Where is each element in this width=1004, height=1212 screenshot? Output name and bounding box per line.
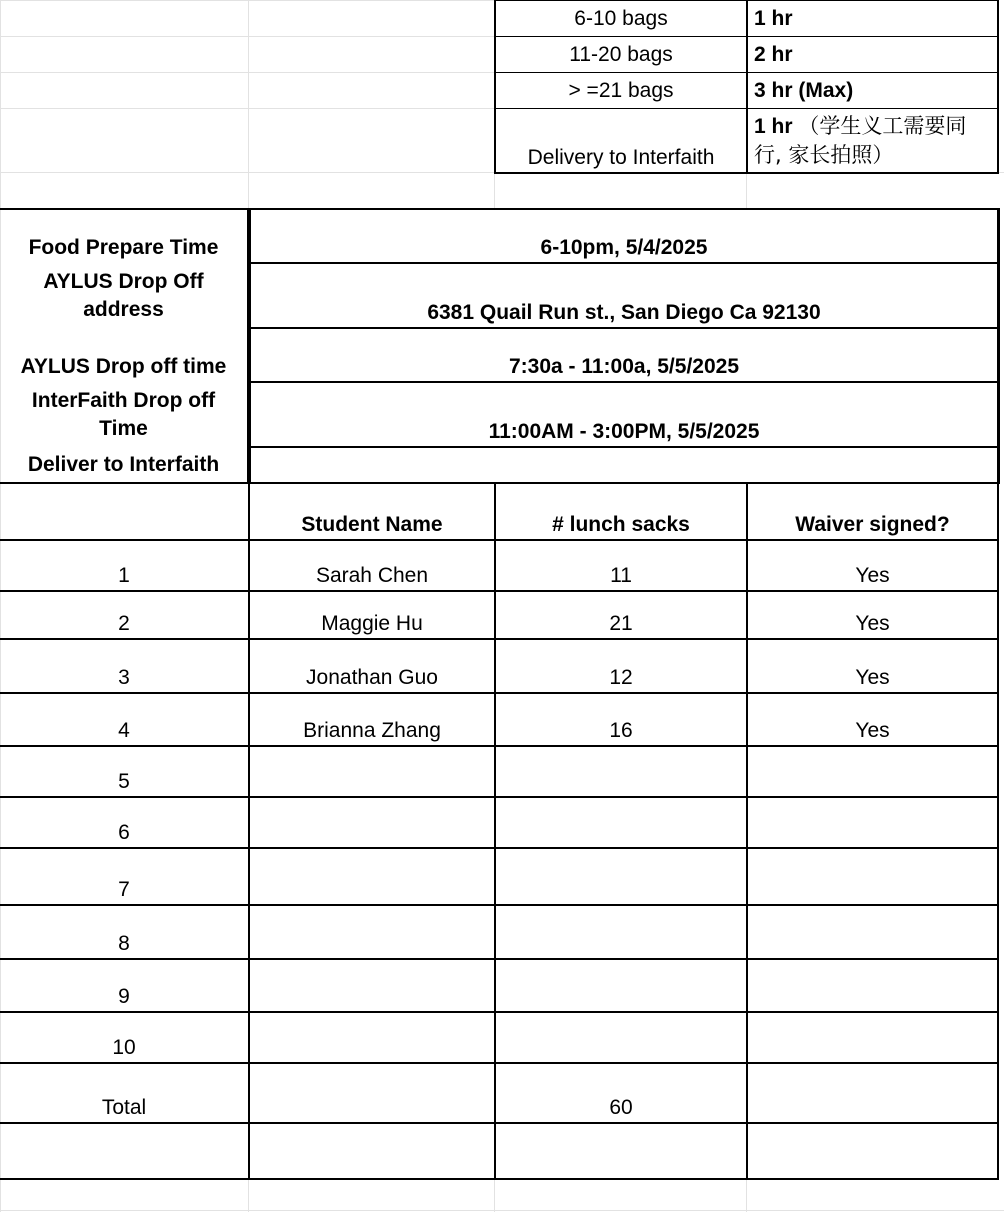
student-name-cell[interactable] [250,541,494,590]
empty-cell[interactable] [748,1124,997,1178]
row-index-cell[interactable] [0,849,248,904]
info-label: AYLUS Drop off time [20,355,227,378]
rate-range: Delivery to Interfaith [527,146,715,169]
info-value-cell[interactable] [251,264,997,327]
info-label: AYLUS Drop Off address [43,269,204,321]
row-index: 5 [118,770,130,793]
row-index: 10 [112,1036,136,1059]
rate-hours-cell[interactable] [748,73,997,108]
rate-range-cell[interactable] [496,1,746,36]
waiver-cell[interactable] [748,798,997,847]
header-lunch-sacks-label: # lunch sacks [552,513,690,536]
rate-range-cell[interactable] [496,73,746,108]
rate-hours: 2 hr [754,42,793,66]
row-index: 6 [118,821,130,844]
info-value-cell[interactable] [251,383,997,446]
waiver-cell[interactable] [748,849,997,904]
rate-range: 6-10 bags [574,6,668,30]
info-value: 6381 Quail Run st., San Diego Ca 92130 [427,301,821,324]
student-name-cell[interactable] [250,906,494,958]
waiver-cell[interactable] [748,640,997,692]
student-name-cell[interactable] [250,960,494,1011]
total-label-cell[interactable] [0,1064,248,1122]
student-name: Brianna Zhang [303,719,441,742]
row-index-cell[interactable] [0,960,248,1011]
info-label: Food Prepare Time [28,236,219,259]
waiver-cell[interactable] [748,960,997,1011]
student-name-cell[interactable] [250,849,494,904]
total-name-cell[interactable] [250,1064,494,1122]
waiver-cell[interactable] [748,592,997,638]
student-name-cell[interactable] [250,747,494,796]
row-index: 3 [118,666,130,689]
row-index-cell[interactable] [0,694,248,745]
info-value-cell[interactable] [251,448,997,482]
info-label-cell[interactable] [0,329,247,381]
row-index: 2 [118,612,130,635]
lunch-sacks-cell[interactable] [496,747,746,796]
total-sacks-cell[interactable] [496,1064,746,1122]
rate-hours-cell[interactable] [748,1,997,36]
total-waiver-cell[interactable] [748,1064,997,1122]
row-index-cell[interactable] [0,541,248,590]
student-name-cell[interactable] [250,694,494,745]
rate-range: 11-20 bags [569,42,673,66]
empty-cell[interactable] [250,1124,494,1178]
info-label-cell[interactable] [0,210,247,262]
waiver-signed: Yes [855,564,890,587]
row-index-cell[interactable] [0,1013,248,1062]
waiver-cell[interactable] [748,747,997,796]
empty-cell[interactable] [496,1124,746,1178]
header-index-cell[interactable] [0,484,248,539]
info-label: InterFaith Drop off Time [31,388,216,440]
student-name: Jonathan Guo [306,666,438,689]
lunch-sacks-cell[interactable] [496,1013,746,1062]
waiver-signed: Yes [855,612,890,635]
info-value: 6-10pm, 5/4/2025 [540,236,708,259]
info-value: 11:00AM - 3:00PM, 5/5/2025 [488,420,760,443]
header-waiver-signed-label: Waiver signed? [795,513,950,536]
row-index-cell[interactable] [0,906,248,958]
rate-range: > =21 bags [568,78,674,102]
lunch-sacks-cell[interactable] [496,798,746,847]
student-name-cell[interactable] [250,640,494,692]
waiver-signed: Yes [855,666,890,689]
total-sacks: 60 [609,1096,633,1119]
lunch-sacks: 16 [609,719,633,742]
lunch-sacks-cell[interactable] [496,960,746,1011]
student-name-cell[interactable] [250,592,494,638]
student-name-cell[interactable] [250,1013,494,1062]
lunch-sacks-cell[interactable] [496,906,746,958]
row-index-cell[interactable] [0,640,248,692]
total-label: Total [101,1096,147,1119]
info-label-cell[interactable] [0,264,247,327]
header-lunch-sacks[interactable] [496,484,746,539]
rate-hours: 1 hr [754,115,793,138]
row-index-cell[interactable] [0,747,248,796]
row-index: 8 [118,932,130,955]
lunch-sacks-cell[interactable] [496,849,746,904]
info-label-cell[interactable] [0,383,247,446]
waiver-cell[interactable] [748,1013,997,1062]
empty-cell[interactable] [0,1124,248,1178]
header-student-name[interactable] [250,484,494,539]
rate-hours-note: （学生义工需要同行, 家长拍照） [754,114,967,167]
lunch-sacks: 12 [609,666,633,689]
rate-hours: 1 hr [754,6,793,30]
rate-hours-cell[interactable] [748,109,997,172]
lunch-sacks: 11 [610,564,632,587]
row-index-cell[interactable] [0,592,248,638]
student-name: Maggie Hu [321,612,423,635]
rate-hours-cell[interactable] [748,37,997,72]
info-value-cell[interactable] [251,210,997,262]
lunch-sacks-cell[interactable] [496,592,746,638]
lunch-sacks-cell[interactable] [496,640,746,692]
rate-hours: 3 hr (Max) [754,78,854,102]
lunch-sacks-cell[interactable] [496,694,746,745]
info-value: 7:30a - 11:00a, 5/5/2025 [508,355,739,378]
header-waiver-signed[interactable] [748,484,997,539]
waiver-cell[interactable] [748,906,997,958]
header-student-name-label: Student Name [301,513,443,536]
info-value-cell[interactable] [251,329,997,381]
student-name: Sarah Chen [315,564,429,587]
lunch-sacks-cell[interactable] [496,541,746,590]
row-index: 7 [118,878,130,901]
student-name-cell[interactable] [250,798,494,847]
rate-range-cell[interactable] [496,37,746,72]
lunch-sacks: 21 [609,612,633,635]
info-label-cell[interactable] [0,448,247,482]
row-index: 9 [118,985,130,1008]
row-index-cell[interactable] [0,798,248,847]
row-index: 1 [118,564,130,587]
info-label: Deliver to Interfaith [27,453,220,476]
waiver-cell[interactable] [748,541,997,590]
waiver-cell[interactable] [748,694,997,745]
waiver-signed: Yes [855,719,890,742]
row-index: 4 [118,719,130,742]
rate-range-cell[interactable] [496,109,746,172]
